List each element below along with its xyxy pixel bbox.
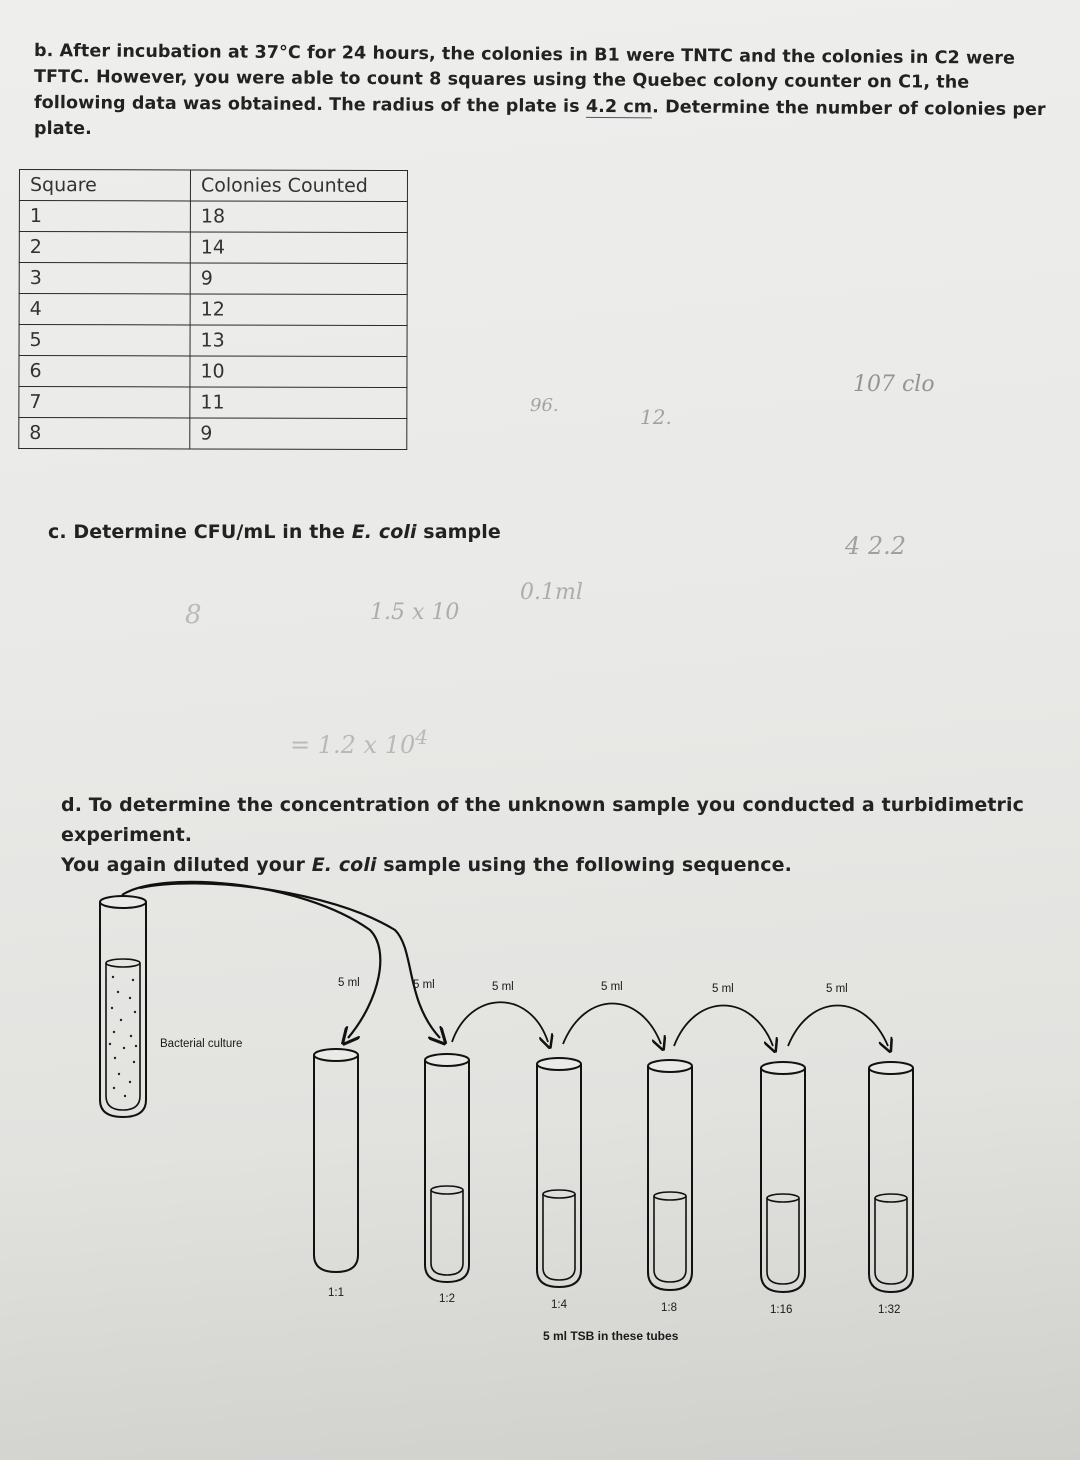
table-row	[19, 263, 407, 295]
handwritten-note: 8	[185, 600, 202, 630]
table-row	[19, 325, 407, 357]
dilution-label: 1:16	[770, 1304, 793, 1316]
handwritten-note: 107 clo	[853, 372, 935, 397]
colony-count-table	[18, 169, 408, 450]
handwritten-note-main: = 1.2 x 10	[290, 731, 416, 759]
count-cell: 11	[190, 387, 407, 419]
square-cell: 2	[19, 232, 190, 263]
transfer-arrow-icon	[122, 882, 380, 1038]
question-b-line-4: plate.	[34, 119, 92, 139]
count-cell: 14	[190, 232, 407, 264]
question-b-line-1: b. After incubation at 37°C for 24 hours, the colonies in B1 were TNTC and the colonies in C2 were	[33, 41, 1016, 69]
handwritten-note: 12.	[640, 405, 672, 429]
question-b-line-3-pre: following data was obtained. The radius of the plate is	[33, 93, 586, 117]
transfer-arrow-icon	[140, 883, 440, 1038]
question-d-line-2-suffix: sample using the following sequence.	[376, 854, 792, 876]
question-c-text	[48, 521, 501, 543]
table-header-row	[19, 170, 407, 202]
handwritten-note	[290, 725, 428, 759]
question-b-line-3-post: . Determine the number of colonies per	[652, 97, 1046, 121]
dilution-tube-icon	[425, 1054, 469, 1282]
handwritten-note: 1.5 x 10	[370, 600, 460, 625]
dilution-tube-icon	[537, 1058, 581, 1287]
handwritten-note: 96.	[530, 395, 559, 416]
dilution-tube-icon	[648, 1060, 692, 1290]
organism-name: E. coli	[351, 521, 417, 543]
dilution-label: 1:2	[439, 1293, 455, 1305]
dilution-tube-icon	[761, 1062, 805, 1292]
transfer-arrow-icon	[674, 1006, 773, 1047]
dilution-label: 1:1	[328, 1287, 344, 1299]
volume-label: 5 ml	[492, 981, 514, 993]
count-cell: 13	[190, 325, 407, 357]
handwritten-note-exponent: 4	[415, 725, 428, 749]
organism-name: E. coli	[311, 854, 377, 876]
table-row	[19, 201, 407, 233]
transfer-arrow-icon	[563, 1004, 661, 1045]
question-d-line-2-prefix: You again diluted your	[61, 854, 312, 876]
square-cell: 8	[19, 418, 190, 449]
transfer-arrow-icon	[452, 1002, 548, 1042]
table-row	[19, 294, 407, 326]
table-row	[19, 418, 407, 450]
square-cell: 6	[19, 356, 190, 387]
square-cell: 1	[19, 201, 190, 232]
volume-label: 5 ml	[601, 981, 623, 993]
square-cell: 7	[19, 387, 190, 418]
table-row	[19, 387, 407, 419]
volume-label: 5 ml	[413, 979, 435, 991]
table-row	[19, 356, 407, 388]
bacterial-culture-tube-icon	[100, 896, 146, 1117]
question-d-line-1: d. To determine the concentration of the unknown sample you conducted a turbidimetric experiment.	[61, 794, 1024, 846]
question-b-line-2: TFTC. However, you were able to count 8 squares using the Quebec colony counter on C1, the	[33, 67, 970, 93]
volume-label: 5 ml	[826, 983, 848, 995]
count-cell: 10	[190, 356, 407, 388]
dilution-label: 1:8	[661, 1302, 677, 1314]
square-cell: 4	[19, 294, 190, 325]
bacterial-culture-label: Bacterial culture	[160, 1038, 243, 1050]
count-cell: 9	[190, 263, 407, 295]
dilution-label: 1:4	[551, 1299, 567, 1311]
serial-dilution-diagram	[0, 860, 1080, 1360]
question-c-suffix: sample	[416, 521, 501, 543]
dilution-tube-icon	[869, 1062, 913, 1292]
header-square: Square	[19, 170, 190, 201]
count-cell: 9	[190, 418, 407, 450]
count-cell: 12	[190, 294, 407, 326]
volume-label: 5 ml	[712, 983, 734, 995]
table-row	[19, 232, 407, 264]
question-b-text	[34, 38, 1074, 142]
tsb-footnote: 5 ml TSB in these tubes	[543, 1329, 679, 1343]
dilution-label: 1:32	[878, 1304, 901, 1316]
dilution-tube-icon	[314, 1049, 358, 1272]
count-cell: 18	[190, 201, 407, 233]
square-cell: 3	[19, 263, 190, 294]
question-c-prefix: c. Determine CFU/mL in the	[48, 521, 352, 543]
volume-label: 5 ml	[338, 977, 360, 989]
handwritten-note: 4 2.2	[845, 532, 907, 560]
handwritten-note: 0.1ml	[520, 580, 583, 605]
square-cell: 5	[19, 325, 190, 356]
header-colonies-counted: Colonies Counted	[190, 170, 407, 202]
transfer-arrow-icon	[788, 1006, 888, 1047]
radius-value: 4.2 cm	[585, 96, 653, 118]
